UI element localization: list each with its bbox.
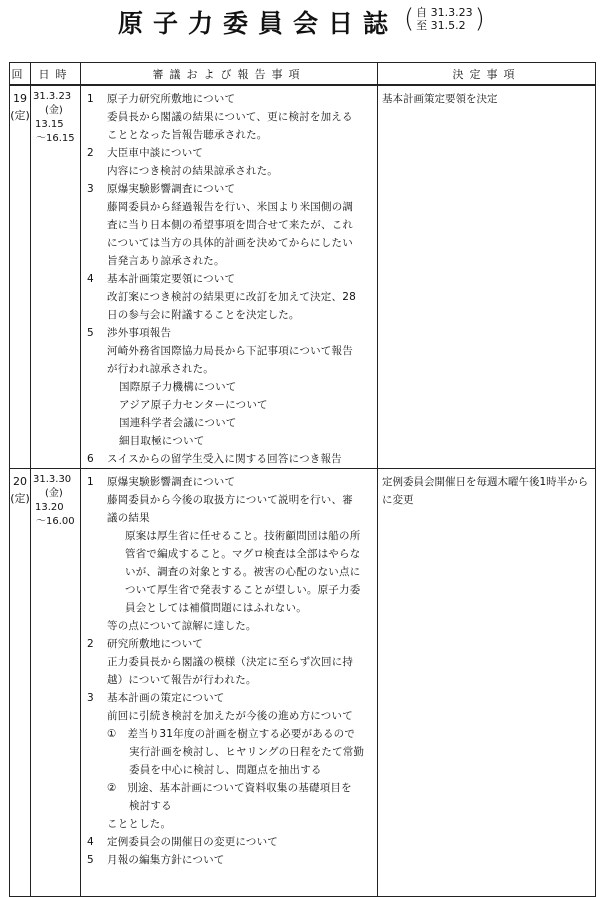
- report-item-number: 2: [87, 638, 94, 650]
- report-text-line: ① 差当り31年度の計画を樹立する必要があるので: [107, 728, 356, 740]
- report-item-title: 定例委員会の開催日の変更について: [107, 836, 278, 848]
- report-item: [85, 473, 373, 491]
- decision-cell: [378, 85, 596, 469]
- report-text-line: 河崎外務省国際協力局長から下記事項について報告: [107, 345, 353, 357]
- report-text-line: が行われ諒承された。: [107, 363, 214, 375]
- report-text-line: 越）について報告が行われた。: [107, 674, 257, 686]
- meeting-time-end: 〜16.15: [36, 133, 75, 144]
- report-item-number: 3: [87, 692, 94, 704]
- report-text-line: ついて厚生省で発表することが望しい。原子力委: [125, 584, 361, 596]
- report-text-line: 改訂案につき検討の結果更に改訂を加えて決定、28: [107, 291, 356, 303]
- report-cell: [81, 469, 378, 897]
- report-item-title: 基本計画策定要領について: [107, 273, 236, 285]
- report-item: [85, 689, 373, 707]
- decision-text: 定例委員会開催日を毎週木曜午後1時半からに変更: [382, 476, 589, 506]
- period-range: [404, 6, 485, 32]
- report-item-title: 原子力研究所敷地について: [107, 93, 236, 105]
- table-row: [10, 85, 596, 469]
- report-item-title: 大臣車中談について: [107, 147, 204, 159]
- report-text-line: アジア原子力センターについて: [119, 399, 268, 411]
- meeting-time-end: 〜16.00: [36, 516, 75, 527]
- decision-text: 基本計画策定要領を決定: [382, 93, 498, 105]
- period-to: 至 31.5.2: [416, 19, 466, 32]
- meeting-time-start: 13.15: [35, 119, 64, 130]
- report-item-number: 4: [87, 836, 94, 848]
- report-text-line: 正力委員長から閣議の模様（決定に至らず次回に持: [107, 656, 354, 668]
- report-item-title: 原爆実験影響調査について: [107, 183, 236, 195]
- report-text-line: 管省で編成すること。マグロ検査は全部はやらな: [125, 548, 361, 560]
- report-item-number: 2: [87, 147, 94, 159]
- report-text-line: 日の参与会に附議することを決定した。: [107, 309, 300, 321]
- meeting-weekday: (金): [45, 105, 63, 116]
- report-text-line: 藤岡委員から今後の取扱方について説明を行い、審: [107, 494, 353, 506]
- report-text-line: こととした。: [107, 818, 172, 830]
- decision-cell: [378, 469, 596, 897]
- report-item-title: 渉外事項報告: [107, 327, 172, 339]
- report-item-title: 原爆実験影響調査について: [107, 476, 236, 488]
- meeting-date-cell: [31, 469, 81, 897]
- report-item: [85, 833, 373, 851]
- meeting-date: 31.3.30: [33, 474, 72, 485]
- report-text-line: 議の結果: [107, 512, 150, 524]
- meeting-number: 20: [13, 475, 27, 488]
- page-title: 原子力委員会日誌: [118, 9, 399, 38]
- report-cell: [81, 85, 378, 469]
- report-item: [85, 90, 373, 108]
- report-text-line: 員会としては補償問題にはふれない。: [125, 602, 307, 614]
- report-item: [85, 144, 373, 162]
- meeting-number-cell: [10, 469, 31, 897]
- report-text-line: ② 別途、基本計画について資料収集の基礎項目を: [107, 782, 352, 794]
- report-item: [85, 270, 373, 288]
- report-item-title: 基本計画の策定について: [107, 692, 225, 704]
- col-header-no: 回: [10, 63, 31, 86]
- report-text-line: 内容につき検討の結果諒承された。: [107, 165, 278, 177]
- report-text-line: いが、調査の対象とする。被害の心配のない点に: [125, 566, 361, 578]
- report-text-line: 実行計画を検討し、ヒヤリングの日程をたて常勤: [129, 746, 365, 758]
- report-text-line: 前回に引続き検討を加えたが今後の進め方について: [107, 710, 353, 722]
- meeting-type: (定): [10, 109, 30, 122]
- report-text-line: 原案は厚生省に任せること。技術顧問団は船の所: [125, 530, 361, 542]
- report-item-title: 月報の編集方針について: [107, 854, 225, 866]
- period-open-paren: (: [404, 4, 415, 34]
- meeting-number: 19: [13, 92, 27, 105]
- report-item-number: 1: [87, 476, 94, 488]
- meeting-number-cell: [10, 85, 31, 469]
- report-item-number: 3: [87, 183, 94, 195]
- report-text-line: 国際原子力機構について: [119, 381, 237, 393]
- report-item: [85, 635, 373, 653]
- report-text-line: 藤岡委員から経過報告を行い、米国より米国側の調: [107, 201, 354, 213]
- report-item: [85, 324, 373, 342]
- report-text-line: こととなった旨報告聴承された。: [107, 129, 268, 141]
- meeting-date: 31.3.23: [33, 91, 72, 102]
- report-item-number: 5: [87, 327, 94, 339]
- report-text-line: 委員長から閣議の結果について、更に検討を加える: [107, 111, 353, 123]
- meeting-weekday: (金): [45, 488, 63, 499]
- meeting-date-cell: [31, 85, 81, 469]
- journal-table: [9, 62, 596, 897]
- col-header-decision: 決定事項: [378, 63, 596, 86]
- period-from: 自 31.3.23: [416, 6, 473, 19]
- period-close-paren: ): [474, 4, 485, 34]
- report-item-number: 5: [87, 854, 94, 866]
- report-text-line: 査に当り日本側の希望事項を問合せて来たが、これ: [107, 219, 354, 231]
- report-item-number: 1: [87, 93, 94, 105]
- table-row: [10, 469, 596, 897]
- report-item-number: 4: [87, 273, 94, 285]
- report-text-line: 旨発言あり諒承された。: [107, 255, 225, 267]
- report-text-line: については当方の具体的計画を決めてからにしたい: [107, 237, 353, 249]
- report-text-line: 国連科学者会議について: [119, 417, 237, 429]
- report-text-line: 委員を中心に検討し、問題点を抽出する: [129, 764, 322, 776]
- col-header-report: 審議および報告事項: [81, 63, 378, 86]
- report-item-title: スイスからの留学生受入に関する回答につき報告: [107, 453, 342, 465]
- report-text-line: 等の点について諒解に達した。: [107, 620, 257, 632]
- report-item: [85, 851, 373, 869]
- report-item-title: 研究所敷地について: [107, 638, 204, 650]
- meeting-type: (定): [10, 492, 30, 505]
- meeting-time-start: 13.20: [35, 502, 64, 513]
- report-text-line: 細目取極について: [119, 435, 205, 447]
- report-item: [85, 450, 373, 468]
- report-item: [85, 180, 373, 198]
- report-text-line: 検討する: [129, 800, 172, 812]
- col-header-date: 日時: [31, 63, 81, 86]
- table-header-row: [10, 63, 596, 86]
- report-item-number: 6: [87, 453, 94, 465]
